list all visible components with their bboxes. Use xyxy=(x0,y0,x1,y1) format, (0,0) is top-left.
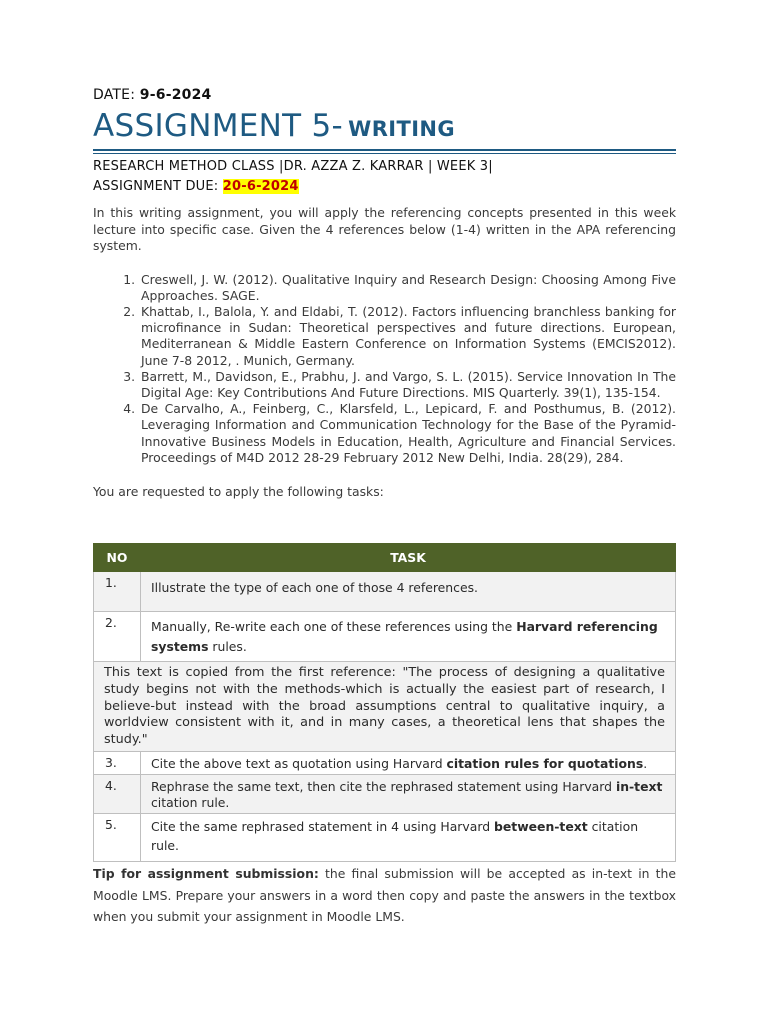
table-row xyxy=(94,572,676,612)
task-number: 4. xyxy=(94,775,141,814)
submission-tip xyxy=(93,863,676,928)
due-line xyxy=(93,177,676,197)
table-row xyxy=(94,752,676,775)
date-label: DATE: xyxy=(93,87,136,103)
table-row xyxy=(94,612,676,662)
tip-text: the final submission will be accepted as in-text in the Moodle LMS. Prepare your answers in a word then copy and paste the answers in the textbox when you submit your assignment in Moodle LMS. xyxy=(93,866,676,924)
title-main: ASSIGNMENT 5- xyxy=(93,108,344,144)
title-rule-thin xyxy=(93,153,676,154)
task-text xyxy=(141,814,676,862)
task-number: 3. xyxy=(94,752,141,775)
document-page xyxy=(93,84,676,500)
task-text-part: Cite the same rephrased statement in 4 using Harvard xyxy=(151,819,495,834)
date-value: 9-6-2024 xyxy=(139,87,212,103)
task-text-part: citation rule. xyxy=(151,795,230,810)
tip-label: Tip for assignment submission: xyxy=(93,866,319,881)
column-header-task: TASK xyxy=(141,544,676,572)
quoted-text: This text is copied from the first reference: "The process of designing a qualitative study begins not with the methods-which is actually the easiest part of research, I believe-but instead with the broad assumptions central to qualitative inquiry, a worldview consistent with it, and in many cases, a theoretical lens that shapes the study." xyxy=(94,662,676,752)
title-rule-thick xyxy=(93,149,676,151)
assignment-title xyxy=(93,108,676,144)
task-text-emphasis: Harvard referencing systems xyxy=(151,619,658,654)
class-line: RESEARCH METHOD CLASS |DR. AZZA Z. KARRAR | WEEK 3| xyxy=(93,159,493,174)
task-text-emphasis: in-text xyxy=(615,779,663,794)
column-header-no: NO xyxy=(94,544,141,572)
reference-list xyxy=(93,272,676,466)
reference-item: 3. Barrett, M., Davidson, E., Prabhu, J. and Vargo, S. L. (2015). Service Innovation In The Digital Age: Key Contributions And Future Directions. MIS Quarterly. 39(1), 135-154. xyxy=(139,369,676,401)
due-label: ASSIGNMENT DUE: xyxy=(93,179,219,194)
task-number: 5. xyxy=(94,814,141,862)
tasks-intro: You are requested to apply the following tasks: xyxy=(93,483,384,499)
table-row xyxy=(94,775,676,814)
task-text-part: Rephrase the same text, then cite the rephrased statement using Harvard xyxy=(151,779,616,794)
task-text-part: rules. xyxy=(208,639,247,654)
task-text xyxy=(141,775,676,814)
title-sub: WRITING xyxy=(348,117,456,141)
reference-item: 1. Creswell, J. W. (2012). Qualitative Inquiry and Research Design: Choosing Among Five Approaches. SAGE. xyxy=(139,272,676,304)
reference-item: 4. De Carvalho, A., Feinberg, C., Klarsfeld, L., Lepicard, F. and Posthumus, B. (2012). Leveraging Information and Communication Technology for the Base of the Pyramid-Innovative Business Models in Education, Health, Agriculture and Financial Services. Proceedings of M4D 2012 28-29 February 2012 New Delhi, India. 28(29), 284. xyxy=(139,401,676,466)
task-text xyxy=(141,612,676,662)
task-text-part: Cite the above text as quotation using Harvard xyxy=(151,756,447,771)
task-text xyxy=(141,752,676,775)
table-row xyxy=(94,814,676,862)
task-text-emphasis: between-text xyxy=(494,819,588,834)
task-text-part: citation rule. xyxy=(151,819,639,853)
intro-paragraph: In this writing assignment, you will apply the referencing concepts presented in this week lecture into specific case. Given the 4 references below (1-4) written in the APA referencing system. xyxy=(93,205,676,253)
date-line xyxy=(93,84,676,106)
tasks-table xyxy=(93,543,676,862)
table-header-row xyxy=(94,544,676,572)
due-date-highlight: 20-6-2024 xyxy=(222,179,299,194)
quote-row xyxy=(94,662,676,752)
task-text-part: . xyxy=(643,756,648,771)
task-text: Illustrate the type of each one of those 4 references. xyxy=(141,572,676,612)
reference-item: 2. Khattab, I., Balola, Y. and Eldabi, T. (2012). Factors influencing branchless banking for microfinance in Sudan: Theoretical perspectives and future directions. European, Mediterranean & Middle Eastern Conference on Information Systems (EMCIS2012). June 7-8 2012, . Munich, Germany. xyxy=(139,304,676,369)
task-number: 2. xyxy=(94,612,141,662)
task-text-emphasis: citation rules for quotations xyxy=(446,756,644,771)
task-text-part: Manually, Re-write each one of these references using the xyxy=(151,619,517,634)
task-number: 1. xyxy=(94,572,141,612)
